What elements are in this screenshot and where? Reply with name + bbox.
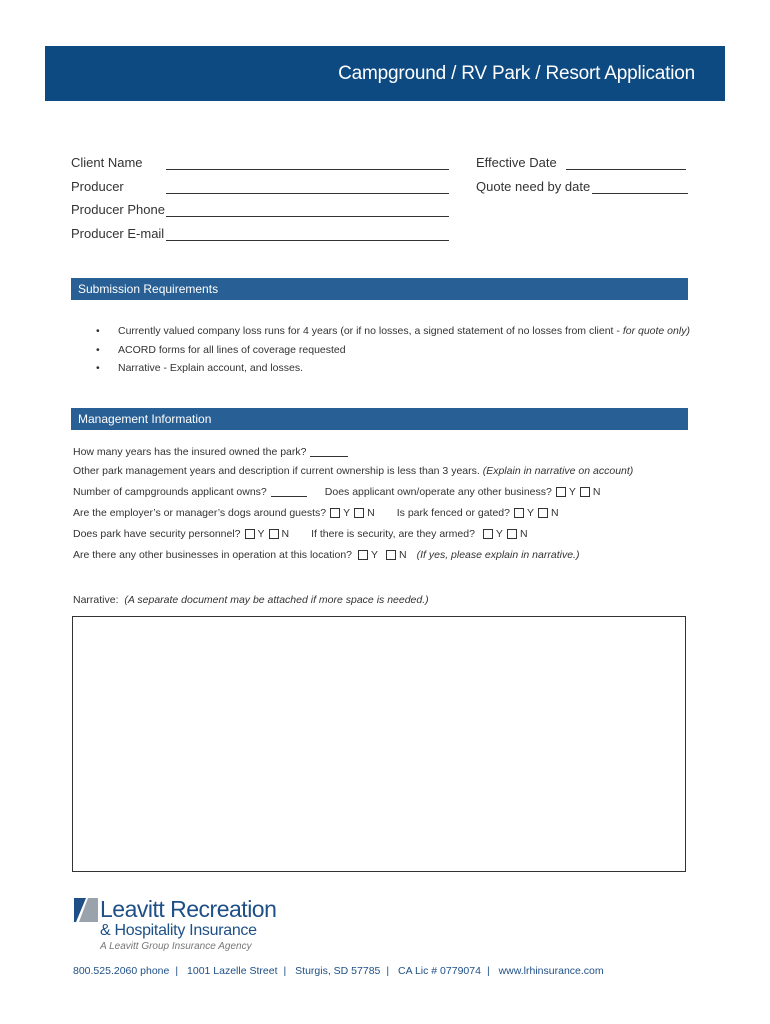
no-label: N [281, 528, 290, 540]
fenced-yes-checkbox[interactable] [514, 508, 524, 518]
producer-email-label: Producer E-mail [71, 226, 165, 241]
dogs-fenced-row [73, 507, 559, 519]
question-note: (Explain in narrative on account) [482, 465, 634, 477]
question-text: Are there any other businesses in operation at this location? [73, 549, 353, 561]
producer-label: Producer [71, 179, 124, 194]
num-campgrounds-field[interactable] [271, 487, 307, 497]
list-item: • ACORD forms for all lines of coverage requested [96, 341, 690, 360]
fenced-no-checkbox[interactable] [538, 508, 548, 518]
security-yes-checkbox[interactable] [245, 529, 255, 539]
question-text: Does applicant own/operate any other business? [324, 486, 552, 498]
producer-field[interactable] [166, 180, 449, 194]
footer-website-link[interactable]: www.lrhinsurance.com [498, 965, 604, 977]
yes-label: Y [343, 507, 351, 519]
effective-date-label: Effective Date [476, 155, 557, 170]
leavitt-logo-icon [74, 898, 98, 922]
submission-requirements-heading [71, 278, 688, 300]
list-item: • Narrative - Explain account, and losses. [96, 359, 690, 378]
logo-name: Leavitt Recreation [100, 896, 277, 922]
question-text: How many years has the insured owned the park? [73, 446, 307, 458]
other-businesses-no-checkbox[interactable] [386, 550, 396, 560]
submission-list [96, 322, 690, 378]
question-text: If there is security, are they armed? [311, 528, 475, 540]
question-note: (If yes, please explain in narrative.) [416, 549, 580, 561]
list-item-text: Currently valued company loss runs for 4 years (or if no losses, a signed statement of no losses from client - [118, 325, 623, 337]
page-title: Campground / RV Park / Resort Application [338, 62, 695, 84]
effective-date-row [476, 155, 686, 170]
other-years-question [73, 465, 633, 477]
security-row [73, 528, 528, 540]
client-name-row [71, 155, 449, 170]
armed-no-checkbox[interactable] [507, 529, 517, 539]
narrative-textarea[interactable] [72, 616, 686, 872]
question-text: Does park have security personnel? [73, 528, 241, 540]
yes-label: Y [568, 486, 576, 498]
years-owned-field[interactable] [310, 447, 348, 457]
security-no-checkbox[interactable] [269, 529, 279, 539]
yes-label: Y [495, 528, 503, 540]
client-name-label: Client Name [71, 155, 143, 170]
no-label: N [592, 486, 601, 498]
producer-email-field[interactable] [166, 227, 449, 241]
footer-license: CA Lic # 0779074 [398, 965, 481, 977]
page-title-bar [45, 46, 725, 101]
producer-phone-field[interactable] [166, 203, 449, 217]
armed-yes-checkbox[interactable] [483, 529, 493, 539]
yes-label: Y [257, 528, 265, 540]
management-information-heading [71, 408, 688, 430]
no-label: N [367, 507, 375, 519]
list-item-text: ACORD forms for all lines of coverage requested [118, 343, 346, 356]
dogs-no-checkbox[interactable] [354, 508, 364, 518]
producer-phone-row [71, 202, 449, 217]
yes-label: Y [371, 549, 379, 561]
footer-contact: 800.525.2060 phone | 1001 Lazelle Street | Sturgis, SD 57785 | CA Lic # 0779074 | www.lrhinsurance.com [73, 965, 604, 977]
question-text: Are the employer’s or manager’s dogs around guests? [73, 507, 327, 519]
quote-need-by-field[interactable] [592, 180, 688, 194]
footer-phone: 800.525.2060 phone [73, 965, 170, 977]
dogs-yes-checkbox[interactable] [330, 508, 340, 518]
client-name-field[interactable] [166, 156, 449, 170]
footer-street: 1001 Lazelle Street [187, 965, 278, 977]
list-item-text: Narrative - Explain account, and losses. [118, 362, 304, 374]
producer-email-row [71, 226, 449, 241]
producer-row [71, 179, 449, 194]
logo-agency: A Leavitt Group Insurance Agency [100, 941, 252, 952]
other-business-yes-checkbox[interactable] [556, 487, 566, 497]
footer-city: Sturgis, SD 57785 [295, 965, 381, 977]
question-text: Other park management years and description if current ownership is less than 3 years. [73, 465, 480, 477]
other-businesses-location-row [73, 549, 579, 561]
question-text: Number of campgrounds applicant owns? [73, 486, 267, 498]
no-label: N [399, 549, 407, 561]
question-text: Is park fenced or gated? [396, 507, 510, 519]
narrative-label: Narrative: [73, 594, 119, 606]
submission-heading-text: Submission Requirements [78, 282, 219, 296]
no-label: N [551, 507, 559, 519]
no-label: N [519, 528, 528, 540]
producer-phone-label: Producer Phone [71, 202, 165, 217]
yes-label: Y [526, 507, 534, 519]
other-business-no-checkbox[interactable] [580, 487, 590, 497]
narrative-label-row [73, 594, 429, 606]
effective-date-field[interactable] [566, 156, 686, 170]
logo-subtitle: & Hospitality Insurance [100, 922, 257, 939]
narrative-note: (A separate document may be attached if more space is needed.) [124, 594, 429, 606]
other-businesses-yes-checkbox[interactable] [358, 550, 368, 560]
num-campgrounds-row [73, 486, 600, 498]
quote-need-by-row [476, 179, 688, 194]
years-owned-question [73, 446, 348, 458]
list-item: • Currently valued company loss runs for 4 years (or if no losses, a signed statement of no losses from client - for quote only) [96, 325, 690, 337]
management-heading-text: Management Information [78, 412, 212, 426]
list-item-note: for quote only) [622, 325, 690, 337]
quote-need-by-label: Quote need by date [476, 179, 591, 194]
